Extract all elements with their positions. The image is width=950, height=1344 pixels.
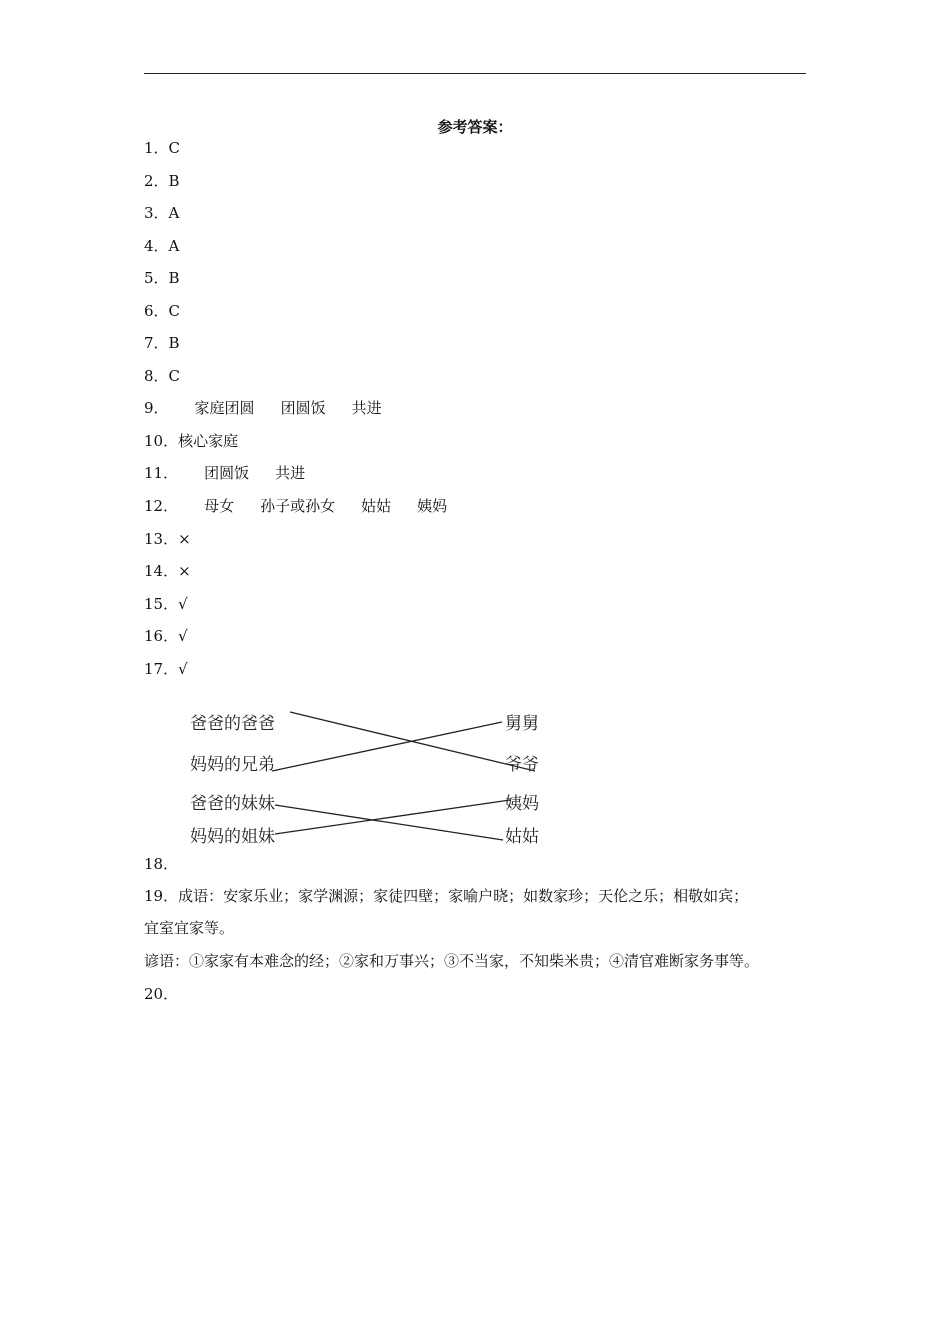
answer-4: 4．A	[144, 237, 180, 255]
answer-number: 11．	[144, 464, 179, 482]
answer-13: 13．×	[144, 530, 191, 548]
answer-item: 共进	[351, 399, 382, 417]
matching-lines	[180, 700, 560, 860]
left-label-father-sister: 爸爸的妹妹	[190, 794, 275, 814]
answer-19-line-1: 19．成语：安家乐业；家学渊源；家徒四壁；家喻户晓；如数家珍；天伦之乐；相敬如宾；	[144, 887, 749, 905]
answer-item: 姑姑	[361, 497, 392, 515]
header-rule	[144, 73, 806, 74]
right-label-aunt-paternal: 姑姑	[505, 827, 539, 847]
answer-1: 1．C	[144, 139, 181, 157]
left-label-father-father: 爸爸的爸爸	[190, 714, 275, 734]
answer-item: 团圆饭	[280, 399, 326, 417]
answer-item: 孙子或孙女	[260, 497, 336, 515]
right-label-grandpa: 爷爷	[505, 755, 539, 775]
answer-item: 共进	[275, 464, 306, 482]
left-label-mother-brother: 妈妈的兄弟	[190, 755, 275, 775]
left-label-mother-sister: 妈妈的姐妹	[190, 827, 275, 847]
answer-9	[144, 397, 382, 419]
answer-number: 9．	[144, 399, 169, 417]
answer-7: 7．B	[144, 334, 180, 352]
answer-15: 15．√	[144, 595, 188, 613]
page-title: 参考答案：	[437, 118, 513, 136]
relation-matching-diagram	[180, 700, 560, 860]
answer-6: 6．C	[144, 302, 181, 320]
answer-17: 17．√	[144, 660, 188, 678]
answer-item: 母女	[204, 497, 235, 515]
answer-18: 18．	[144, 855, 179, 873]
answer-item: 团圆饭	[204, 464, 250, 482]
answer-20: 20．	[144, 985, 179, 1003]
match-line	[275, 800, 510, 834]
answer-item: 姨妈	[417, 497, 448, 515]
answer-3: 3．A	[144, 204, 180, 222]
answer-11	[144, 462, 305, 484]
answer-19-line-3: 谚语：①家家有本难念的经；②家和万事兴；③不当家，不知柴米贵；④清官难断家务事等。	[144, 952, 760, 970]
answer-5: 5．B	[144, 269, 180, 287]
answer-item: 家庭团圆	[194, 399, 255, 417]
answer-16: 16．√	[144, 627, 188, 645]
right-label-uncle: 舅舅	[505, 714, 539, 734]
right-label-aunt-maternal: 姨妈	[505, 794, 539, 814]
answer-number: 12．	[144, 497, 179, 515]
answer-8: 8．C	[144, 367, 181, 385]
answer-19-line-2: 宜室宜家等。	[144, 919, 235, 937]
match-line	[275, 805, 503, 840]
answer-2: 2．B	[144, 172, 180, 190]
answer-12	[144, 495, 447, 517]
match-line	[272, 722, 502, 771]
answer-14: 14．×	[144, 562, 191, 580]
answer-10: 10．核心家庭	[144, 432, 239, 450]
